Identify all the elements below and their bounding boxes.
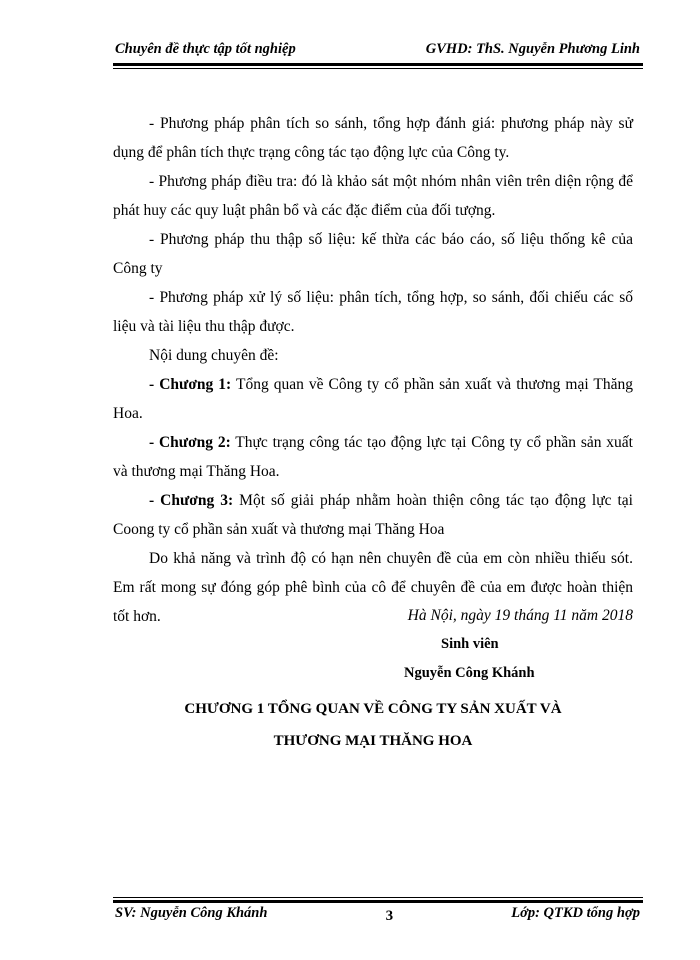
footer-rule <box>113 897 643 903</box>
signature-date: Hà Nội, ngày 19 tháng 11 năm 2018 <box>407 607 633 624</box>
chapter-title-line-1: CHƯƠNG 1 TỔNG QUAN VỀ CÔNG TY SẢN XUẤT VÀ <box>184 701 562 717</box>
signature-role: Sinh viên <box>441 636 499 652</box>
chapter-title <box>113 693 633 757</box>
header-rule <box>113 63 643 69</box>
content-heading: Nội dung chuyên đề: <box>149 347 279 364</box>
header-right: GVHD: ThS. Nguyễn Phương Linh <box>425 41 640 57</box>
chapter-1-item <box>113 370 633 428</box>
method-survey: - Phương pháp điều tra: đó là khảo sát một nhóm nhân viên trên diện rộng để phát huy các quy luật phân bổ và các đặc điểm của đối tượng. <box>113 173 633 219</box>
footer-right: Lớp: QTKD tổng hợp <box>511 905 640 921</box>
method-compare: - Phương pháp phân tích so sánh, tổng hợp đánh giá: phương pháp này sử dụng để phân tích thực trạng công tác tạo động lực của Công ty. <box>113 115 633 161</box>
page-footer <box>115 905 640 922</box>
footer-left: SV: Nguyễn Công Khánh <box>115 905 268 921</box>
document-body <box>113 109 633 631</box>
closing-paragraph: Do khả năng và trình độ có hạn nên chuyên đề của em còn nhiều thiếu sót. Em rất mong sự đóng góp phê bình của cô để chuyên đề của em được hoàn thiện tốt hơn. <box>113 550 633 625</box>
chapter-2-item <box>113 428 633 486</box>
chapter-3-item <box>113 486 633 544</box>
chapter-3-text: Một số giải pháp nhằm hoàn thiện công tác tạo động lực tại Coong ty cổ phần sản xuất và thương mại Thăng Hoa <box>113 492 633 538</box>
header-left: Chuyên đề thực tập tốt nghiệp <box>115 41 296 57</box>
chapter-2-text: Thực trạng công tác tạo động lực tại Công ty cổ phần sản xuất và thương mại Thăng Hoa. <box>113 434 633 480</box>
signature-name: Nguyễn Công Khánh <box>404 665 535 681</box>
chapter-title-line-2: THƯƠNG MẠI THĂNG HOA <box>273 733 473 749</box>
chapter-2-label: - Chương 2: <box>149 434 231 451</box>
chapter-1-label: - Chương 1: <box>149 376 232 393</box>
chapter-3-label: - Chương 3: <box>149 492 234 509</box>
page-header <box>115 41 640 58</box>
method-collect: - Phương pháp thu thập số liệu: kế thừa các báo cáo, số liệu thống kê của Công ty <box>113 231 633 277</box>
method-process: - Phương pháp xử lý số liệu: phân tích, tổng hợp, so sánh, đối chiếu các số liệu và tài liệu thu thập được. <box>113 289 633 335</box>
page-number: 3 <box>385 908 394 924</box>
chapter-1-text: Tổng quan về Công ty cổ phần sản xuất và thương mại Thăng Hoa. <box>113 376 633 422</box>
